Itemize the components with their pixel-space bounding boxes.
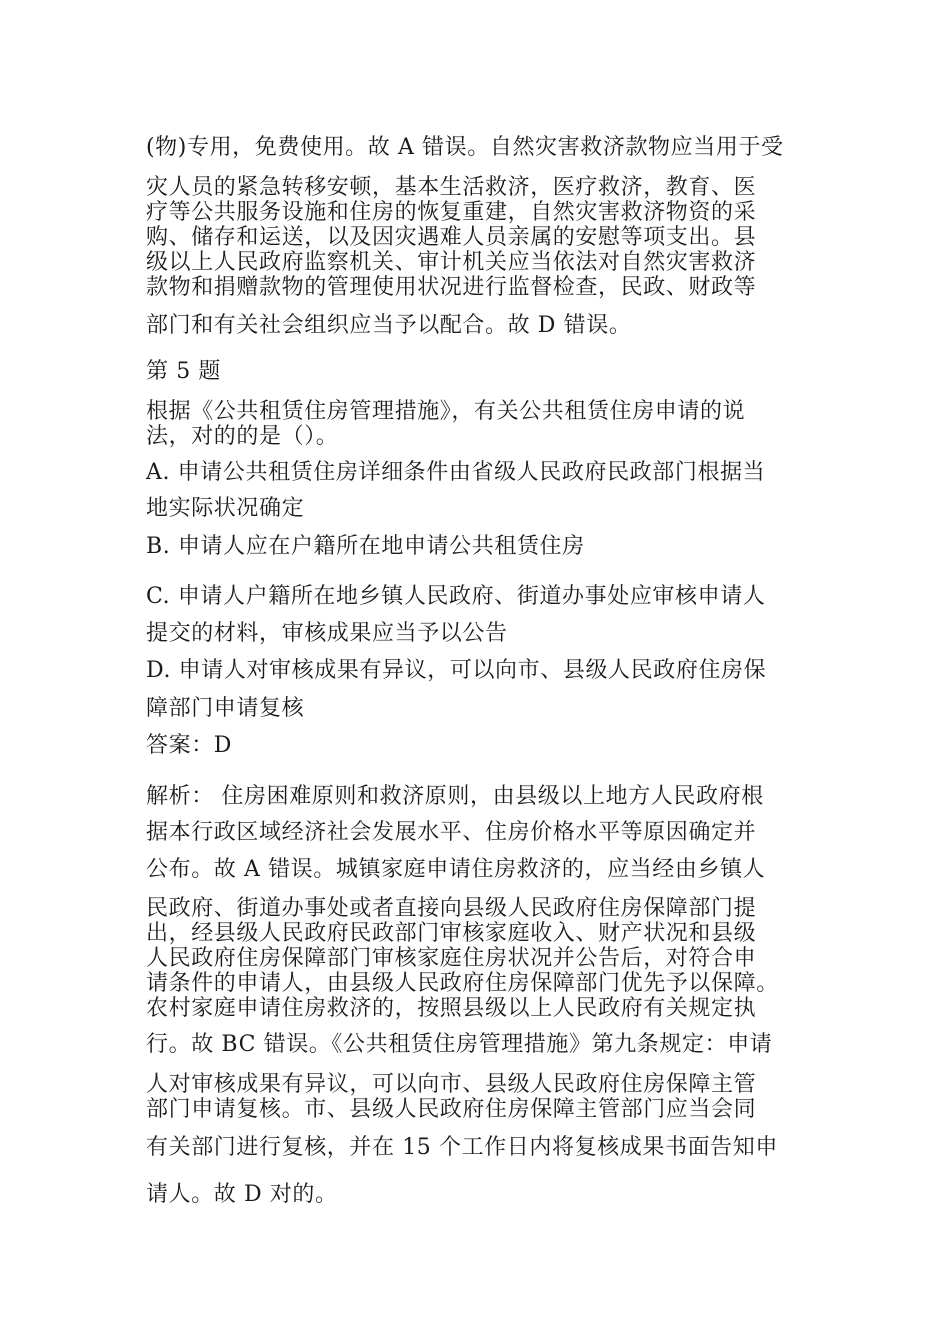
text-line: 级以上人民政府监察机关、审计机关应当依法对自然灾害救济 <box>146 250 757 275</box>
explanation-line: 人民政府住房保障部门审核家庭住房状况并公告后，对符合申 <box>146 946 757 971</box>
explanation-line: 公布。故 A 错误。城镇家庭申请住房救济的，应当经由乡镇人 <box>146 857 766 882</box>
explanation-line: 行。故 BC 错误。《公共租赁住房管理措施》第九条规定：申请 <box>146 1032 773 1057</box>
text-line: 购、储存和运送，以及因灾遇难人员亲属的安慰等项支出。县 <box>146 225 757 250</box>
option-c: C. 申请人户籍所在地乡镇人民政府、街道办事处应审核申请人 <box>146 584 766 609</box>
explanation-line: 有关部门进行复核，并在 15 个工作日内将复核成果书面告知申 <box>146 1135 778 1160</box>
text-line: 灾人员的紧急转移安顿，基本生活救济，医疗救济，教育、医 <box>146 175 757 200</box>
option-d: 障部门申请复核 <box>146 696 305 721</box>
text-line: 部门和有关社会组织应当予以配合。故 D 错误。 <box>146 313 632 338</box>
explanation-line: 民政府、街道办事处或者直接向县级人民政府住房保障部门提 <box>146 896 757 921</box>
explanation-line: 出，经县级人民政府民政部门审核家庭收入、财产状况和县级 <box>146 921 757 946</box>
option-a: A. 申请公共租赁住房详细条件由省级人民政府民政部门根据当 <box>146 460 766 485</box>
question-stem: 根据《公共租赁住房管理措施》，有关公共租赁住房申请的说 <box>146 399 746 424</box>
option-b: B. 申请人应在户籍所在地申请公共租赁住房 <box>146 534 585 559</box>
option-d: D. 申请人对审核成果有异议，可以向市、县级人民政府住房保 <box>146 658 767 683</box>
text-line: (物)专用，免费使用。故 A 错误。自然灾害救济款物应当用于受 <box>146 135 784 160</box>
text-line: 疗等公共服务设施和住房的恢复重建，自然灾害救济物资的采 <box>146 200 757 225</box>
question-stem: 法，对的的是（）。 <box>146 424 339 449</box>
question-number: 第 5 题 <box>146 359 221 384</box>
answer-line: 答案：D <box>146 733 233 758</box>
text-line: 款物和捐赠款物的管理使用状况进行监督检查，民政、财政等 <box>146 275 757 300</box>
option-a: 地实际状况确定 <box>146 496 305 521</box>
explanation-line: 请人。故 D 对的。 <box>146 1182 338 1207</box>
explanation-line: 据本行政区域经济社会发展水平、住房价格水平等原因确定并 <box>146 820 757 845</box>
option-c: 提交的材料，审核成果应当予以公告 <box>146 621 508 646</box>
explanation-line: 请条件的申请人，由县级人民政府住房保障部门优先予以保障。 <box>146 971 779 996</box>
explanation-line: 农村家庭申请住房救济的，按照县级以上人民政府有关规定执 <box>146 996 757 1021</box>
explanation-line: 部门申请复核。市、县级人民政府住房保障主管部门应当会同 <box>146 1097 757 1122</box>
explanation-line: 人对审核成果有异议，可以向市、县级人民政府住房保障主管 <box>146 1072 757 1097</box>
explanation-line: 解析： 住房困难原则和救济原则，由县级以上地方人民政府根 <box>146 784 764 809</box>
